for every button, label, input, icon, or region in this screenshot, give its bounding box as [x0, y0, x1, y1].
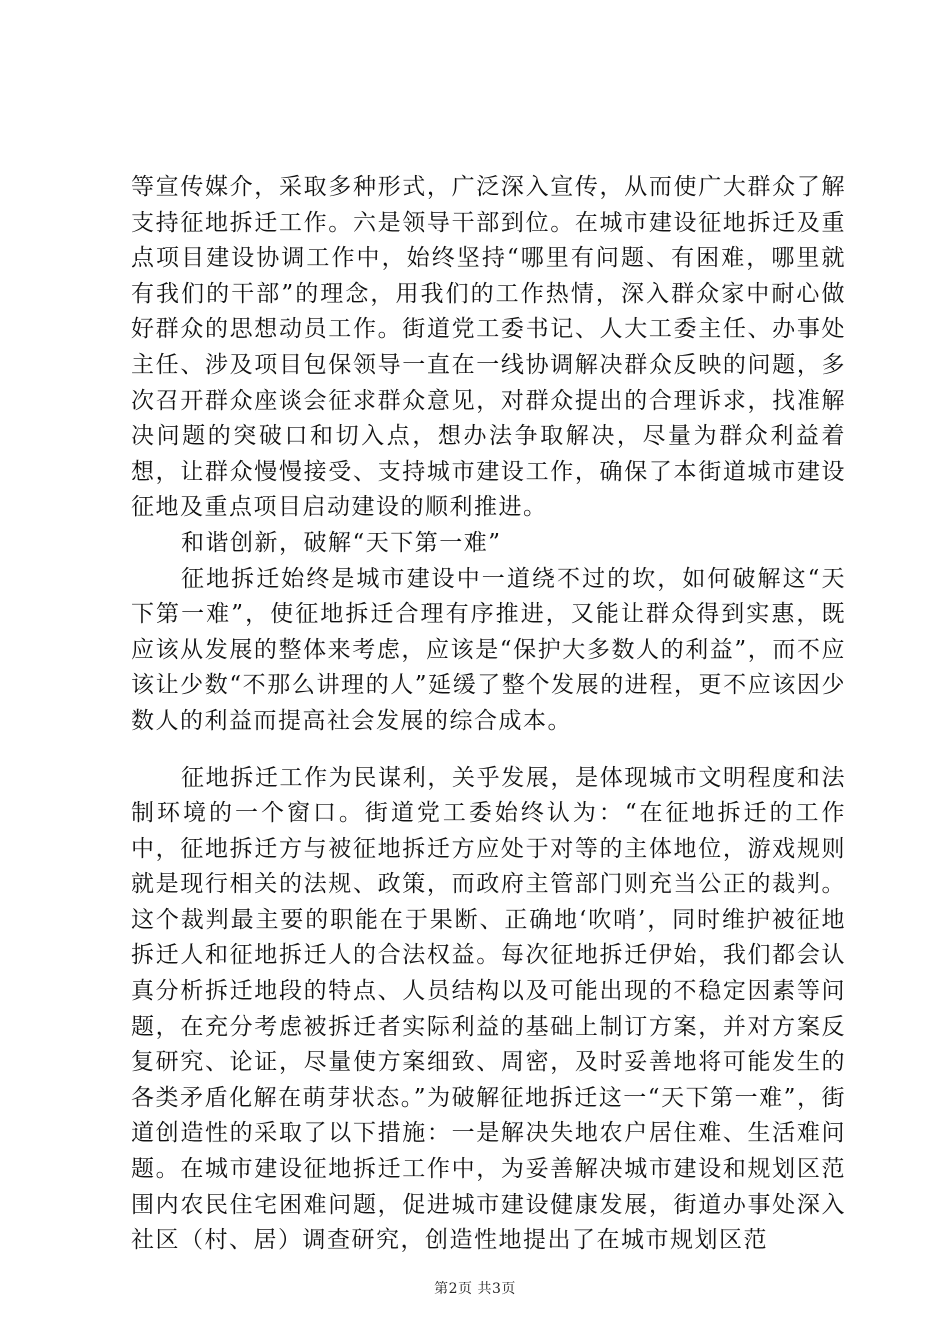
document-body [131, 170, 846, 1259]
paragraph-main: 征地拆迁工作为民谋利，关乎发展，是体现城市文明程度和法制环境的一个窗口。街道党工委始终认为：“在征地拆迁的工作中，征地拆迁方与被征地拆迁方应处于对等的主体地位，游戏规则就是现行相关的法规、政策，而政府主管部门则充当公正的裁判。这个裁判最主要的职能在于果断、正确地‘吹哨’，同时维护被征地拆迁人和征地拆迁人的合法权益。每次征地拆迁伊始，我们都会认真分析拆迁地段的特点、人员结构以及可能出现的不稳定因素等问题，在充分考虑被拆迁者实际利益的基础上制订方案，并对方案反复研究、论证，尽量使方案细致、周密，及时妥善地将可能发生的各类矛盾化解在萌芽状态。”为破解征地拆迁这一“天下第一难”，街道创造性的采取了以下措施：一是解决失地农户居住难、生活难问题。在城市建设征地拆迁工作中，为妥善解决城市建设和规划区范围内农民住宅困难问题，促进城市建设健康发展，街道办事处深入社区（村、居）调查研究，创造性地提出了在城市规划区范 [131, 764, 846, 1254]
section-heading: 和谐创新，破解“天下第一难” [181, 529, 502, 556]
paragraph-intro: 征地拆迁始终是城市建设中一道绕不过的坎，如何破解这“天下第一难”，使征地拆迁合理有序推进，又能让群众得到实惠，既应该从发展的整体来考虑，应该是“保护大多数人的利益”，而不应该让少数“不那么讲理的人”延缓了整个发展的进程，更不应该因少数人的利益而提高社会发展的综合成本。 [131, 565, 846, 734]
page-footer: 第2页 共3页 [434, 1281, 516, 1297]
paragraph-continuation: 等宣传媒介，采取多种形式，广泛深入宣传，从而使广大群众了解支持征地拆迁工作。六是领导干部到位。在城市建设征地拆迁及重点项目建设协调工作中，始终坚持“哪里有问题、有困难，哪里就有我们的干部”的理念，用我们的工作热情，深入群众家中耐心做好群众的思想动员工作。街道党工委书记、人大工委主任、办事处主任、涉及项目包保领导一直在一线协调解决群众反映的问题，多次召开群众座谈会征求群众意见，对群众提出的合理诉求，找准解决问题的突破口和切入点，想办法争取解决，尽量为群众利益着想，让群众慢慢接受、支持城市建设工作，确保了本街道城市建设征地及重点项目启动建设的顺利推进。 [131, 174, 846, 521]
